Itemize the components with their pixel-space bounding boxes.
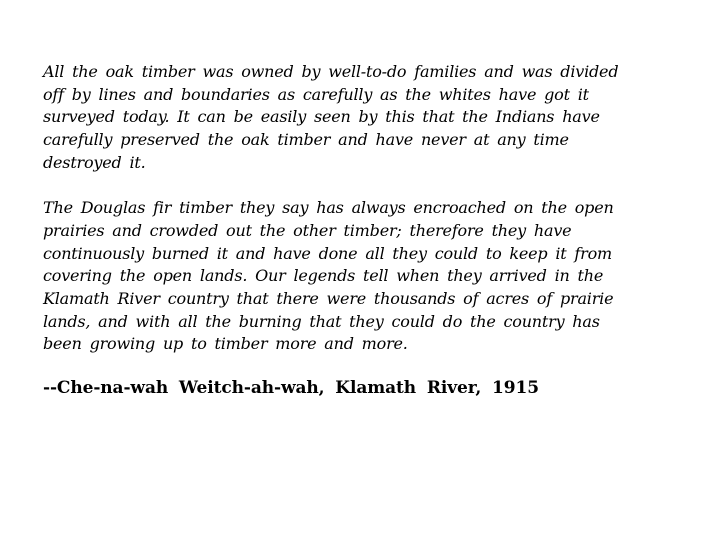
text-line: surveyed today. It can be easily seen by this that the Indians have [43,107,600,126]
text-line: off by lines and boundaries as carefully as the whites have got it [43,85,589,104]
text-line: been growing up to timber more and more. [43,334,408,353]
text-line: continuously burned it and have done all they could to keep it from [43,244,612,263]
text-line: Klamath River country that there were thousands of acres of prairie [43,289,614,308]
text-line: carefully preserved the oak timber and have never at any time [43,130,569,149]
text-line: All the oak timber was owned by well-to-do families and was divided [43,62,619,81]
text-line: prairies and crowded out the other timber; therefore they have [43,221,572,240]
attribution: --Che-na-wah Weitch-ah-wah, Klamath River, 1915 [43,378,539,398]
text-line: covering the open lands. Our legends tell when they arrived in the [43,266,604,285]
text-line: lands, and with all the burning that they could do the country has [43,312,600,331]
text-line: The Douglas fir timber they say has always encroached on the open [43,198,614,217]
text-line: destroyed it. [43,153,146,172]
